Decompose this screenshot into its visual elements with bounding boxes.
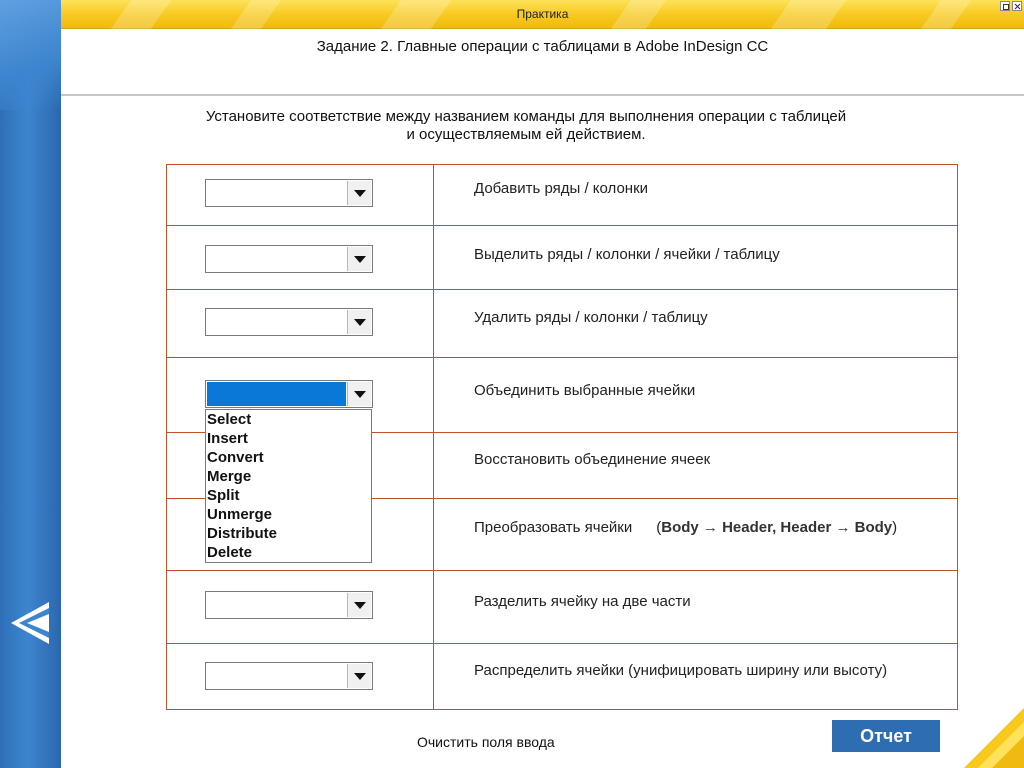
chevron-down-icon[interactable] bbox=[347, 593, 371, 617]
paren-close: ) bbox=[892, 519, 898, 536]
task-title: Задание 2. Главные операции с таблицами в Adobe InDesign CC bbox=[316, 38, 769, 55]
title-bar bbox=[61, 0, 1024, 29]
action-bold: Body → Header, Header → Body bbox=[661, 519, 893, 536]
select-value bbox=[207, 664, 346, 688]
option-split[interactable]: Split bbox=[207, 487, 240, 504]
table-row bbox=[167, 290, 957, 358]
action-label: Разделить ячейку на две части bbox=[474, 593, 691, 610]
back-arrow-icon[interactable] bbox=[9, 600, 51, 646]
action-label bbox=[474, 519, 897, 536]
action-label: Добавить ряды / колонки bbox=[474, 180, 649, 197]
command-select-8[interactable] bbox=[205, 662, 373, 690]
command-select-1[interactable] bbox=[205, 179, 373, 207]
close-icon[interactable] bbox=[1012, 1, 1022, 11]
chevron-down-icon[interactable] bbox=[347, 382, 371, 406]
select-value bbox=[207, 382, 346, 406]
window-title: Практика bbox=[516, 7, 569, 21]
command-select-4[interactable] bbox=[205, 380, 373, 408]
option-convert[interactable]: Convert bbox=[207, 449, 264, 466]
action-label: Восстановить объединение ячеек bbox=[474, 451, 711, 468]
option-delete[interactable]: Delete bbox=[207, 544, 253, 561]
select-value bbox=[207, 247, 346, 271]
action-label: Удалить ряды / колонки / таблицу bbox=[474, 309, 708, 326]
action-prefix: Преобразовать ячейки bbox=[474, 519, 633, 536]
instruction-text bbox=[166, 108, 886, 144]
chevron-down-icon[interactable] bbox=[347, 664, 371, 688]
chevron-down-icon[interactable] bbox=[347, 310, 371, 334]
select-value bbox=[207, 593, 346, 617]
action-label: Распределить ячейки (унифицировать ширину или высоту) bbox=[474, 662, 888, 679]
chevron-down-icon[interactable] bbox=[347, 181, 371, 205]
command-select-2[interactable] bbox=[205, 245, 373, 273]
option-select[interactable]: Select bbox=[207, 411, 252, 428]
chevron-down-icon[interactable] bbox=[347, 247, 371, 271]
option-merge[interactable]: Merge bbox=[207, 468, 252, 485]
command-select-7[interactable] bbox=[205, 591, 373, 619]
table-row bbox=[167, 165, 957, 226]
corner-decoration bbox=[964, 708, 1024, 768]
instruction-line-1: Установите соответствие между названием команды для выполнения операции с таблицей bbox=[205, 108, 847, 125]
restore-icon[interactable] bbox=[1000, 1, 1010, 11]
action-label: Выделить ряды / колонки / ячейки / таблицу bbox=[474, 246, 780, 263]
dropdown-options-list bbox=[205, 409, 372, 563]
clear-fields-link[interactable]: Очистить поля ввода bbox=[417, 734, 555, 750]
select-value bbox=[207, 310, 346, 334]
option-distribute[interactable]: Distribute bbox=[207, 525, 278, 542]
window-controls bbox=[1000, 1, 1022, 13]
option-insert[interactable]: Insert bbox=[207, 430, 248, 447]
instruction-line-2: и осуществляемым ей действием. bbox=[406, 126, 646, 143]
table-row bbox=[167, 571, 957, 644]
action-label: Объединить выбранные ячейки bbox=[474, 382, 696, 399]
command-select-3[interactable] bbox=[205, 308, 373, 336]
option-unmerge[interactable]: Unmerge bbox=[207, 506, 273, 523]
paren-open: ( bbox=[656, 519, 662, 536]
report-button[interactable]: Отчет bbox=[832, 720, 940, 752]
table-row bbox=[167, 644, 957, 709]
select-value bbox=[207, 181, 346, 205]
left-sidebar-rail bbox=[0, 0, 61, 768]
header-divider bbox=[61, 94, 1024, 96]
table-row bbox=[167, 226, 957, 290]
